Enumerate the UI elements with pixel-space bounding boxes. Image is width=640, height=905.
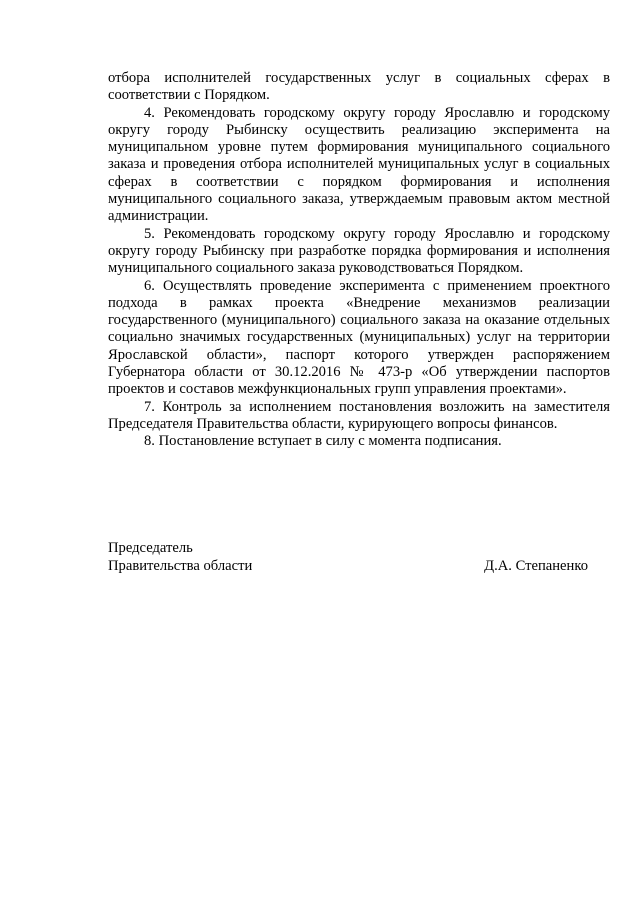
signatory-name: Д.А. Степаненко <box>484 557 588 574</box>
signatory-title-line2: Правительства области <box>108 557 253 574</box>
document-body <box>108 70 610 451</box>
signature-line <box>108 558 588 576</box>
paragraph-item-5: 5. Рекомендовать городскому округу городу Ярославлю и городскому округу городу Рыбинску при разработке порядка формирования и исполнения муниципального социального заказа руководствоваться Порядком. <box>108 225 610 277</box>
signatory-title-line1: Председатель <box>108 540 193 556</box>
paragraph-item-6: 6. Осуществлять проведение эксперимента с применением проектного подхода в рамках проекта «Внедрение механизмов реализации государственного (муниципального) социального заказа на оказание отдельных социально значимых государственных (муниципальных) услуг на территории Ярославской области», паспорт которого утвержден распоряжением Губернатора области от 30.12.2016 № 473-р «Об утверждении паспортов проектов и составов межфункциональных групп управления проектами». <box>108 277 610 398</box>
paragraph-item-8: 8. Постановление вступает в силу с момента подписания. <box>144 433 502 450</box>
paragraph-item-4: 4. Рекомендовать городскому округу городу Ярославлю и городскому округу городу Рыбинску осуществить реализацию эксперимента на муниципальном уровне путем формирования муниципального социального заказа и проведения отбора исполнителей муниципальных услуг в социальных сферах в соответствии с порядком формирования и исполнения муниципального социального заказа, утверждаемым правовым актом местной администрации. <box>108 104 610 225</box>
paragraph-item-7: 7. Контроль за исполнением постановления возложить на заместителя Председателя Правительства области, курирующего вопросы финансов. <box>108 398 610 432</box>
signature-block <box>108 540 588 575</box>
paragraph-continuation: отбора исполнителей государственных услуг в социальных сферах в соответствии с Порядком. <box>108 70 610 104</box>
